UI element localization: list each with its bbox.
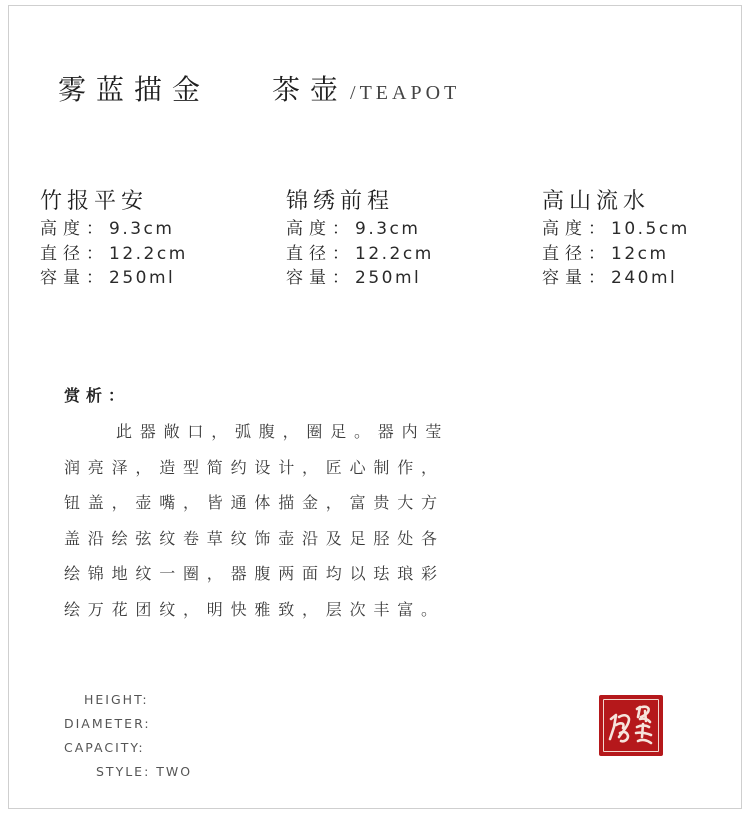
- english-diameter-label: DIAMETER:: [64, 716, 151, 731]
- product-diameter: [542, 242, 750, 267]
- english-height-label: HEIGHT:: [84, 692, 149, 707]
- english-capacity-label: CAPACITY:: [64, 740, 145, 755]
- appreciation-line: 润亮泽，造型简约设计，匠心制作，: [64, 457, 445, 477]
- diameter-label: 直径：: [286, 243, 355, 264]
- height-value: 9.3cm: [355, 219, 421, 239]
- red-seal-stamp: [599, 695, 663, 756]
- product-capacity: [286, 266, 516, 291]
- capacity-label: 容量：: [286, 268, 355, 288]
- product-height: [542, 217, 750, 242]
- capacity-value: 250ml: [355, 268, 422, 288]
- appreciation-line: 钮盖，壶嘴，皆通体描金，富贵大方: [64, 493, 445, 513]
- diameter-label: 直径：: [542, 243, 611, 264]
- product-card-3: [542, 184, 750, 291]
- product-capacity: [542, 266, 750, 291]
- product-diameter: [286, 242, 516, 267]
- capacity-value: 240ml: [611, 268, 678, 288]
- title-product-type: 茶壶: [272, 73, 349, 106]
- product-capacity: [40, 266, 270, 291]
- capacity-label: 容量：: [542, 268, 611, 288]
- appreciation-line: 绘万花团纹，明快雅致，层次丰富。: [64, 599, 445, 619]
- diameter-value: 12.2cm: [109, 243, 188, 264]
- height-label: 高度：: [542, 219, 611, 239]
- capacity-label: 容量：: [40, 268, 109, 288]
- appreciation-line: 绘锦地纹一圈，器腹两面均以珐琅彩: [64, 564, 445, 584]
- height-value: 10.5cm: [611, 219, 690, 239]
- title-product-name: 雾蓝描金: [58, 73, 211, 106]
- product-name: 竹报平安: [40, 189, 149, 214]
- height-value: 9.3cm: [109, 219, 175, 239]
- height-label: 高度：: [286, 219, 355, 239]
- diameter-value: 12cm: [611, 243, 669, 264]
- product-name: 锦绣前程: [286, 189, 395, 214]
- height-label: 高度：: [40, 219, 109, 239]
- english-spec-list: [64, 688, 192, 784]
- product-height: [40, 217, 270, 242]
- page-title: [58, 68, 460, 108]
- english-style-label: STYLE: TWO: [96, 764, 193, 779]
- product-name: 高山流水: [542, 189, 651, 214]
- appreciation-line: 盖沿绘弦纹卷草纹饰壶沿及足胫处各: [64, 528, 445, 548]
- product-card-1: [40, 184, 270, 291]
- product-card-2: [286, 184, 516, 291]
- appreciation-title: 赏析：: [64, 386, 131, 405]
- appreciation-text: [64, 414, 464, 628]
- appreciation-line: 此器敞口，弧腹，圈足。器内莹: [116, 422, 450, 441]
- capacity-value: 250ml: [109, 268, 176, 288]
- diameter-value: 12.2cm: [355, 243, 434, 264]
- product-diameter: [40, 242, 270, 267]
- diameter-label: 直径：: [40, 243, 109, 264]
- product-height: [286, 217, 516, 242]
- seal-calligraphy-icon: [599, 695, 663, 756]
- title-english: /TEAPOT: [350, 82, 461, 104]
